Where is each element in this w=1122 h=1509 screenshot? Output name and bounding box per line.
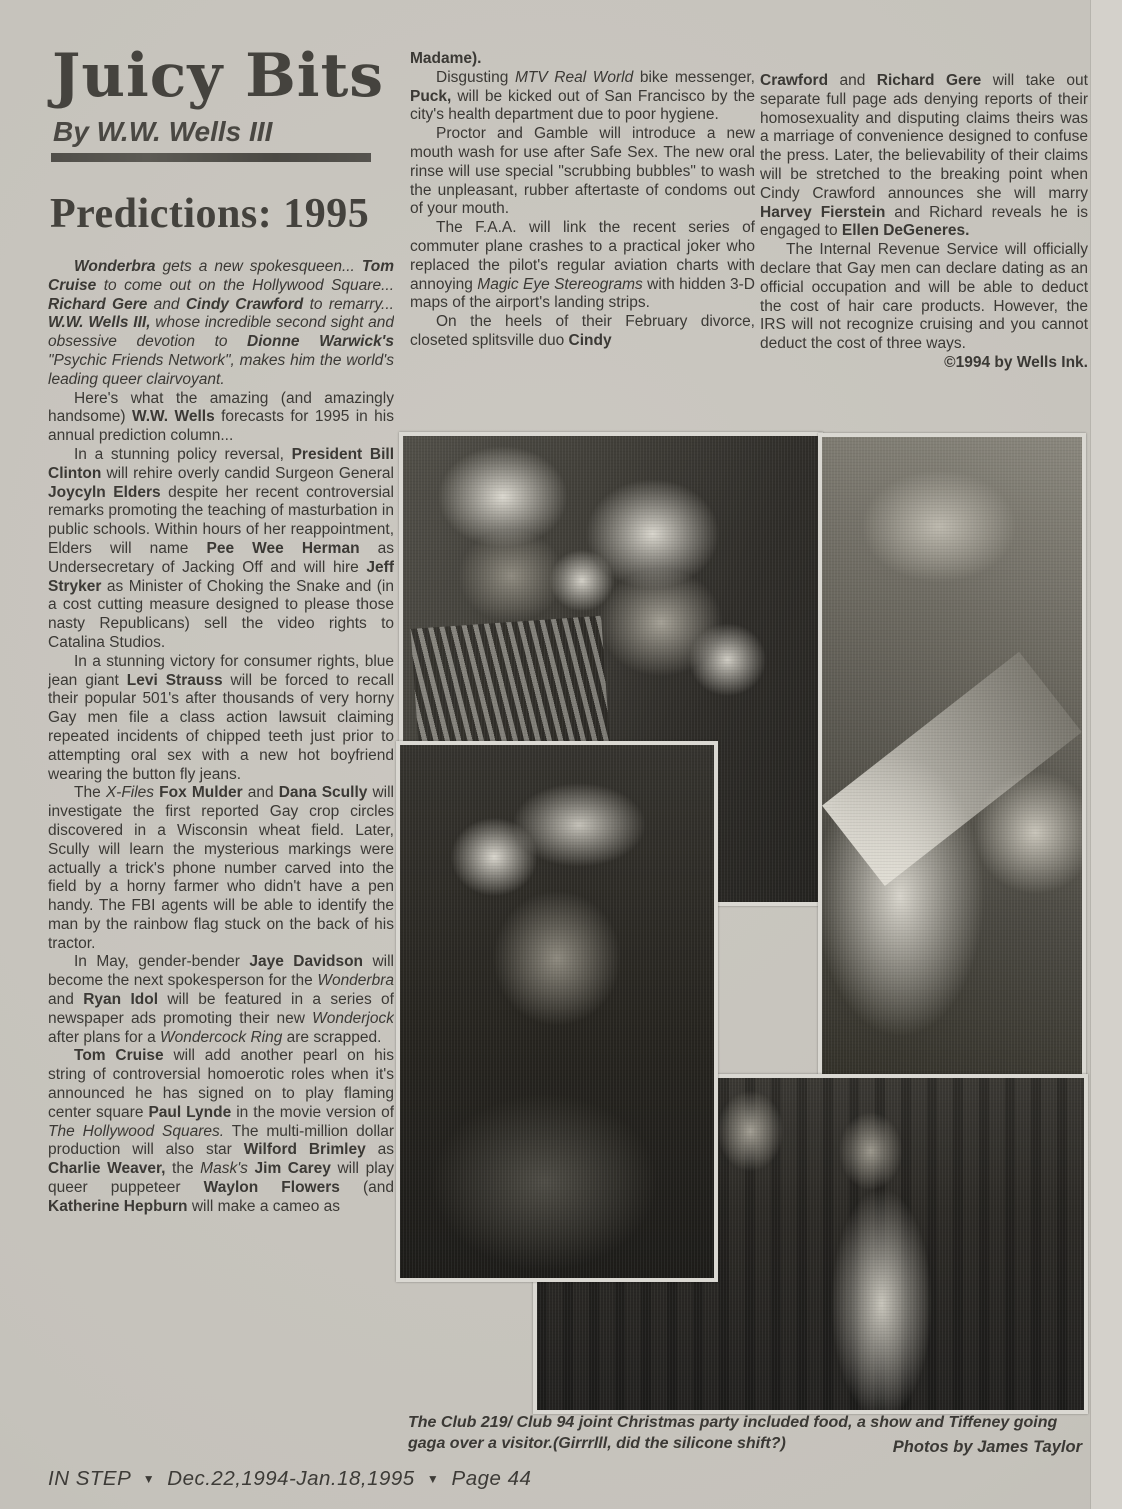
paragraph: Tom Cruise will add another pearl on his string of controversial homoerotic roles when it's announced he has signed on to play flaming center square Paul Lynde in the movie version of The Hollywood Squares. The multi-million dollar production will also star Wilford Brimley as Charlie Weaver, the Mask's Jim Carey will play queer puppeteer Waylon Flowers (and Katherine Hepburn will make a cameo as — [48, 1047, 394, 1215]
paragraph: The Internal Revenue Service will officially declare that Gay men can declare dating as an official occupation and will be able to deduct the cost of hair care products. However, the IRS will not recognize cruising and you cannot deduct the cost of three ways. — [760, 241, 1088, 353]
column-left — [48, 258, 394, 1466]
paragraph: The F.A.A. will link the recent series of commuter plane crashes to a practical joker who replaced the pilot's regular aviation charts with annoying Magic Eye Stereograms with hidden 3-D maps of the airport's landing strips. — [410, 219, 755, 312]
page-edge — [1090, 0, 1122, 1509]
paragraph: Crawford and Richard Gere will take out separate full page ads denying reports of their homosexuality and disputing claims theirs was a marriage of convenience designed to confuse the press. Later, the believability of their claims will be stretched to the breaking point when Cindy Crawford announces she will marry Harvey Fierstein and Richard reveals he is engaged to Ellen DeGeneres. — [760, 72, 1088, 240]
paragraph: In a stunning victory for consumer rights, blue jean giant Levi Strauss will be forced to recall their popular 501's after thousands of very horny Gay men file a class action lawsuit claiming repeated incidents of chipped teeth just prior to attempting oral sex with a new hot boyfriend wearing the button fly jeans. — [48, 652, 394, 783]
footer-triangle-icon: ▼ — [426, 1472, 440, 1486]
footer-date: Dec.22,1994-Jan.18,1995 — [167, 1467, 415, 1490]
paragraph: ©1994 by Wells Ink. — [944, 353, 1088, 371]
column-middle — [410, 50, 755, 430]
footer-triangle-icon: ▼ — [142, 1472, 156, 1486]
column-title: Juicy Bits — [52, 41, 385, 111]
paragraph: Wonderbra gets a new spokesqueen... Tom Cruise to come out on the Hollywood Square... Richard Gere and Cindy Crawford to remarry... W.W. Wells III, whose incredible second sight and obsessive devotion to Dionne Warwick's "Psychic Friends Network", makes him the world's leading queer clairvoyant. — [48, 258, 394, 388]
paragraph: Disgusting MTV Real World bike messenger, Puck, will be kicked out of San Francisco by the city's health department due to poor hygiene. — [410, 68, 755, 124]
photo-credit: Photos by James Taylor — [892, 1438, 1082, 1456]
footer-magazine: IN STEP — [48, 1467, 131, 1490]
page-footer — [48, 1467, 531, 1491]
byline: By W.W. Wells III — [53, 116, 273, 147]
paragraph: Here's what the amazing (and amazingly handsome) W.W. Wells forecasts for 1995 in his annual prediction column... — [48, 389, 394, 445]
photo-caption: The Club 219/ Club 94 joint Christmas party included food, a show and Tiffeney going gaga over a visitor.(Girrrlll, did the silicone shift?) — [408, 1414, 1058, 1452]
paragraph: On the heels of their February divorce, closeted splitsville duo Cindy — [410, 313, 755, 349]
paragraph: The X-Files Fox Mulder and Dana Scully will investigate the first reported Gay crop circles discovered in a Wisconsin wheat field. Later, Scully will learn the mysterious markings were actually a trick's phone number carved into the field by a horny farmer who didn't have a pen handy. The FBI agents will be able to identify the man by the rainbow flag stuck on the back of his tractor. — [48, 784, 394, 952]
photo-dancer-leg-up — [818, 433, 1086, 1079]
masthead-rule — [51, 153, 371, 162]
paragraph: Madame). — [410, 50, 482, 67]
raised-leg-shape — [822, 652, 1082, 886]
paragraph: In a stunning policy reversal, President Bill Clinton will rehire overly candid Surgeon General Joycyln Elders despite her recent controversial remarks promoting the teaching of masturbation in public schools. Within hours of her reappointment, Elders will name Pee Wee Herman as Undersecretary of Jacking Off and will hire Jeff Stryker as Minister of Choking the Snake and (in a cost cutting measure designed to please those nasty Republicans) sell the video rights to Catalina Studios. — [48, 445, 394, 651]
column-right — [760, 72, 1088, 444]
footer-page-number: Page 44 — [451, 1467, 532, 1490]
paragraph: In May, gender-bender Jaye Davidson will become the next spokesperson for the Wonderbra and Ryan Idol will be featured in a series of newspaper ads promoting their new Wonderjock after plans for a Wondercock Ring are scrapped. — [48, 953, 394, 1046]
section-heading: Predictions: 1995 — [50, 191, 370, 237]
photo-drag-closeup — [396, 741, 718, 1282]
paragraph: Proctor and Gamble will introduce a new mouth wash for use after Safe Sex. The new oral rinse will use special "scrubbing bubbles" to wash the unpleasant, rubber aftertaste of condoms out of your mouth. — [410, 125, 755, 218]
